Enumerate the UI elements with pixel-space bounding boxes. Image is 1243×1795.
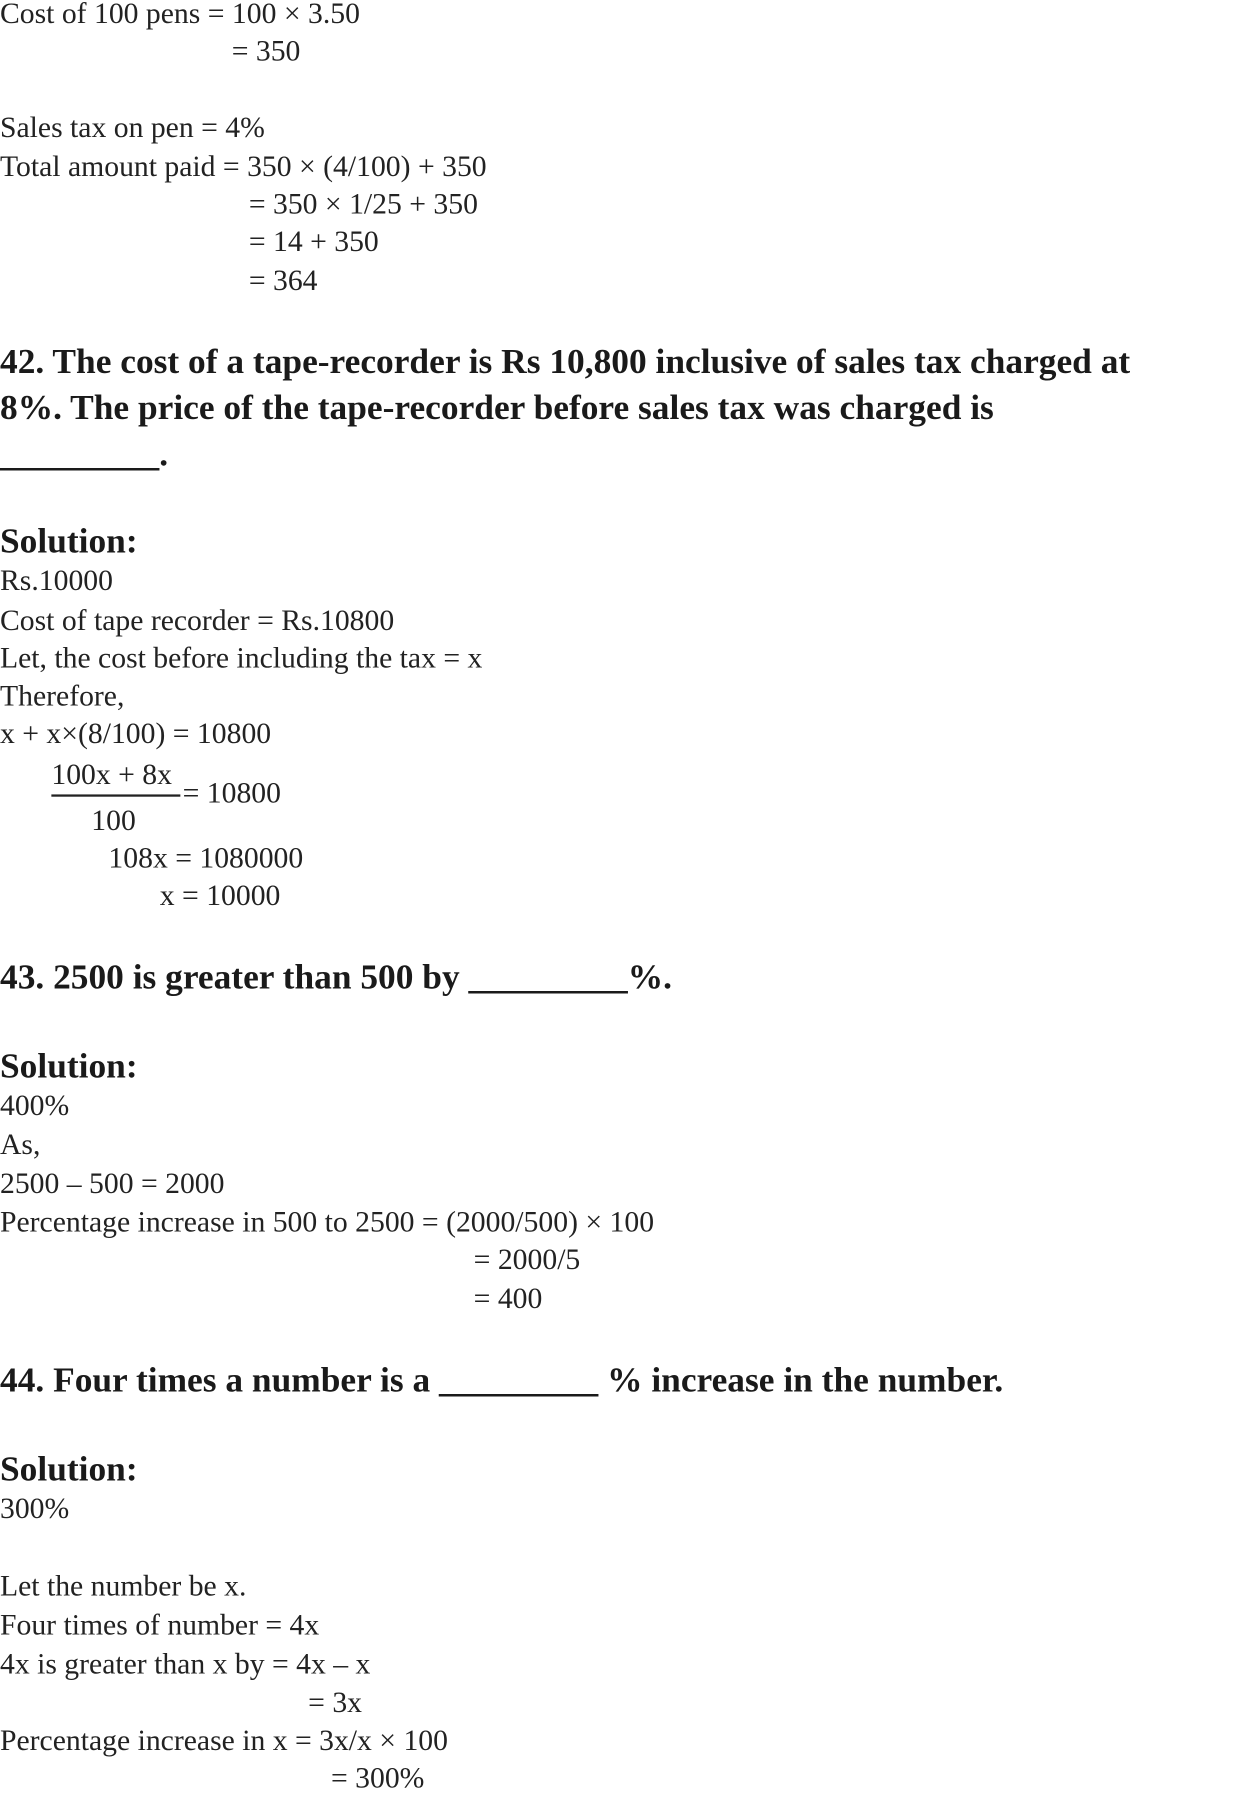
fraction-denominator: 100 <box>91 803 136 837</box>
solution-heading: Solution: <box>0 520 138 561</box>
answer: 400% <box>0 1088 70 1122</box>
answer: Rs.10000 <box>0 563 113 597</box>
text-line: Four times of number = 4x <box>0 1608 320 1642</box>
answer: 300% <box>0 1491 70 1525</box>
text-line: Percentage increase in 500 to 2500 = (2000/500) × 100 <box>0 1205 655 1239</box>
fraction-equals: = 10800 <box>182 776 281 810</box>
text-line: x + x×(8/100) = 10800 <box>0 716 272 750</box>
text-line: Cost of 100 pens = 100 × 3.50 <box>0 0 360 30</box>
text-line: = 2000/5 <box>473 1242 581 1277</box>
text-line: 4x is greater than x by = 4x – x <box>0 1647 371 1681</box>
text-line: As, <box>0 1127 41 1161</box>
text-line: x = 10000 <box>159 878 281 912</box>
text-line: = 364 <box>248 263 318 297</box>
solution-heading: Solution: <box>0 1045 138 1086</box>
text-line: = 400 <box>473 1281 543 1315</box>
fraction-numerator: 100x + 8x <box>51 757 172 791</box>
text-line: 2500 – 500 = 2000 <box>0 1166 225 1200</box>
question-44: 44. Four times a number is a _________ % increase in the number. <box>0 1359 1004 1400</box>
fraction-bar <box>51 794 180 796</box>
text-line: = 350 × 1/25 + 350 <box>248 187 478 221</box>
text-line: = 14 + 350 <box>248 224 379 258</box>
text-line: = 300% <box>331 1761 425 1795</box>
text-line: Total amount paid = 350 × (4/100) + 350 <box>0 149 487 183</box>
question-42: 42. The cost of a tape-recorder is Rs 10,800 inclusive of sales tax charged at <box>0 341 1131 382</box>
text-line: = 350 <box>231 34 301 68</box>
text-line: = 3x <box>308 1685 363 1719</box>
question-42-blank: _________. <box>0 433 169 474</box>
question-42-cont: 8%. The price of the tape-recorder before sales tax was charged is <box>0 386 994 427</box>
text-line: Percentage increase in x = 3x/x × 100 <box>0 1723 448 1757</box>
text-line: Cost of tape recorder = Rs.10800 <box>0 603 395 637</box>
text-line: Sales tax on pen = 4% <box>0 110 265 144</box>
text-line: 108x = 1080000 <box>108 841 304 875</box>
solution-heading: Solution: <box>0 1448 138 1489</box>
text-line: Let the number be x. <box>0 1569 247 1603</box>
question-43: 43. 2500 is greater than 500 by _________%. <box>0 956 672 997</box>
text-line: Let, the cost before including the tax = x <box>0 641 483 675</box>
text-line: Therefore, <box>0 679 125 713</box>
